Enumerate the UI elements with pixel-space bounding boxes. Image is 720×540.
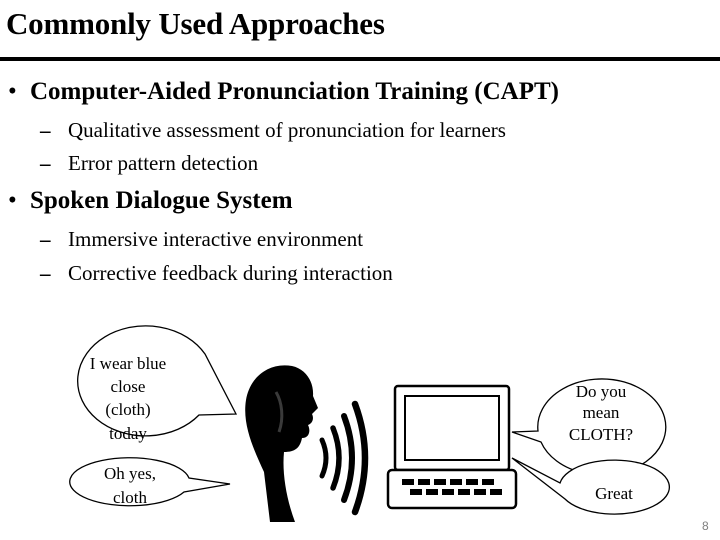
bubble-line: I wear blue	[89, 354, 167, 373]
sub-bullet-text: Error pattern detection	[68, 151, 259, 175]
user-speech-bubble-1	[78, 326, 236, 443]
bubble-line: close	[110, 377, 146, 396]
bullet-dot: •	[8, 187, 17, 214]
page-number: 8	[702, 519, 709, 533]
dash-marker: –	[40, 151, 51, 175]
sub-bullet-text: Qualitative assessment of pronunciation for learners	[68, 118, 506, 142]
bubble-line: (cloth)	[105, 400, 151, 419]
sub-bullet-text: Corrective feedback during interaction	[68, 261, 393, 285]
bubble-line: Oh yes,	[104, 464, 156, 483]
bubble-line: Great	[595, 484, 633, 503]
sub-bullet-text: Immersive interactive environment	[68, 227, 364, 251]
bubble-line: mean	[582, 403, 620, 422]
dash-marker: –	[40, 261, 51, 285]
slide-title: Commonly Used Approaches	[6, 6, 385, 41]
computer-icon	[388, 386, 516, 508]
bullet-capt-text: Computer-Aided Pronunciation Training (CAPT)	[30, 78, 559, 105]
bubble-line: today	[109, 424, 147, 443]
bubble-line: Do you	[575, 382, 627, 401]
speaking-head-icon	[245, 365, 318, 522]
sound-waves-icon	[322, 404, 365, 512]
dash-marker: –	[40, 227, 51, 251]
dash-marker: –	[40, 118, 51, 142]
bullet-dialogue-text: Spoken Dialogue System	[30, 187, 293, 214]
system-speech-bubble-2	[512, 458, 669, 514]
bubble-line: CLOTH?	[568, 425, 634, 444]
system-speech-bubble-1	[512, 379, 666, 475]
bubble-line: cloth	[113, 488, 147, 507]
bullet-dot: •	[8, 78, 17, 105]
user-speech-bubble-2	[70, 458, 230, 507]
